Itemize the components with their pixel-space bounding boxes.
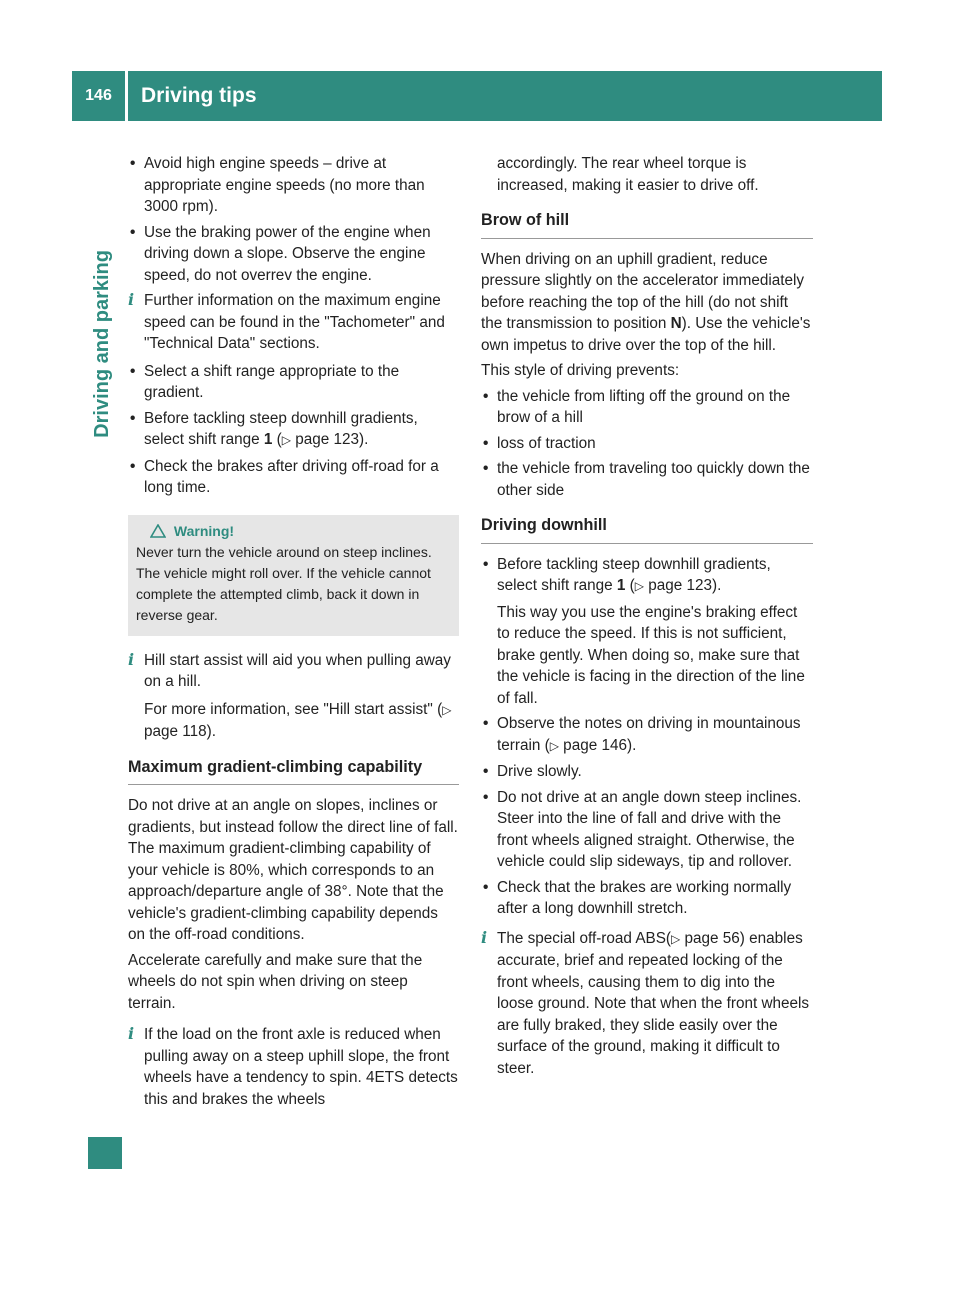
info-text: Hill start assist will aid you when pulling away on a hill. (144, 651, 451, 690)
paragraph: Do not drive at an angle on slopes, inclines or gradients, but instead follow the direct line of fall. The maximum gradient-climbing capability of your vehicle is 80%, which corresponds to an approach/departure angle of 38°. Note that the vehicle's gradient-climbing capability depends on the off-road conditions. (128, 797, 458, 943)
list-item: • Before tackling steep downhill gradients, select shift range 1 (▷ page 123). (481, 554, 813, 598)
info-icon: i (128, 1024, 135, 1043)
warning-title: Warning! (173, 522, 235, 539)
warning-box (128, 515, 459, 636)
info-text: The special off-road ABS(▷ page 56) enables accurate, brief and repeated locking of the front wheels, causing them to dig into the loose ground. Note that when the front wheels are fully braked, they slide easily over the surface of the ground, making it difficult to steer. (497, 929, 810, 1077)
header-divider (125, 71, 128, 121)
section-marker (88, 1137, 122, 1169)
list-item: • Check the brakes after driving off-road for a long time. (128, 456, 459, 499)
info-icon: i (481, 927, 488, 947)
page-number: 146 (85, 87, 112, 104)
section-sidebar (85, 250, 125, 490)
page-title: Driving tips (141, 84, 257, 107)
section-heading: Driving downhill (481, 515, 813, 544)
warning-triangle-icon (150, 524, 166, 538)
section-heading: Brow of hill (481, 210, 813, 239)
info-note (481, 928, 813, 1080)
page-ref-icon: ▷ (281, 433, 291, 447)
paragraph: This style of driving prevents: (481, 362, 680, 379)
page-ref-icon: ▷ (634, 579, 644, 593)
paragraph: When driving on an uphill gradient, reduce pressure slightly on the accelerator immediately before reaching the top of the hill (do not shift the transmission to position N). Use the vehicle's own impetus to drive over the top of the hill. (481, 250, 811, 354)
info-continuation: For more information, see "Hill start assist" (▷ page 118). (144, 700, 452, 740)
info-note (128, 1024, 459, 1110)
list-item: • the vehicle from traveling too quickly down the other side (481, 458, 813, 501)
info-continuation: accordingly. The rear wheel torque is increased, making it easier to drive off. (497, 155, 759, 194)
left-column (128, 153, 459, 1116)
list-item: • Observe the notes on driving in mountainous terrain (▷ page 146). (481, 713, 813, 757)
right-column (481, 153, 813, 1085)
page-ref-icon: ▷ (671, 931, 681, 946)
list-item: • Before tackling steep downhill gradients, select shift range 1 (▷ page 123). (128, 408, 459, 452)
section-heading: Maximum gradient-climbing capability (128, 757, 459, 786)
page-ref-icon: ▷ (442, 702, 452, 717)
list-item: • Use the braking power of the engine when driving down a slope. Observe the engine speed, do not overrev the engine. (128, 222, 459, 287)
list-item: • Drive slowly. (481, 761, 813, 783)
info-note (128, 650, 459, 693)
info-text: Further information on the maximum engine speed can be found in the "Tachometer" and "Technical Data" sections. (144, 292, 445, 352)
page-ref-icon: ▷ (549, 738, 559, 753)
list-item: • Avoid high engine speeds – drive at appropriate engine speeds (no more than 3000 rpm). (128, 153, 459, 218)
list-item: • Do not drive at an angle down steep inclines. Steer into the line of fall and drive with the front wheels aligned straight. Otherwise, the vehicle could slip sideways, tip and rollover. (481, 787, 813, 873)
info-icon: i (128, 649, 135, 669)
section-label: Driving and parking (91, 250, 113, 438)
paragraph: Accelerate carefully and make sure that the wheels do not spin when driving on steep terrain. (128, 951, 423, 1012)
warning-text: Never turn the vehicle around on steep inclines. The vehicle might roll over. If the vehicle cannot complete the attempted climb, back it down in reverse gear. (136, 543, 432, 623)
list-item: • Check that the brakes are working normally after a long downhill stretch. (481, 877, 813, 920)
list-item: • loss of traction (481, 433, 813, 455)
list-item: • Select a shift range appropriate to the gradient. (128, 361, 459, 404)
info-text: If the load on the front axle is reduced when pulling away on a steep uphill slope, the front wheels have a tendency to spin. 4ETS detects this and brakes the wheels (144, 1026, 458, 1108)
list-item: • the vehicle from lifting off the ground on the brow of a hill (481, 386, 813, 429)
list-item-continuation: This way you use the engine's braking effect to reduce the speed. If this is not sufficient, brake gently. When doing so, make sure that the vehicle is facing in the direction of the line of fall. (497, 603, 805, 707)
info-note (128, 290, 459, 355)
info-icon: i (128, 290, 135, 309)
